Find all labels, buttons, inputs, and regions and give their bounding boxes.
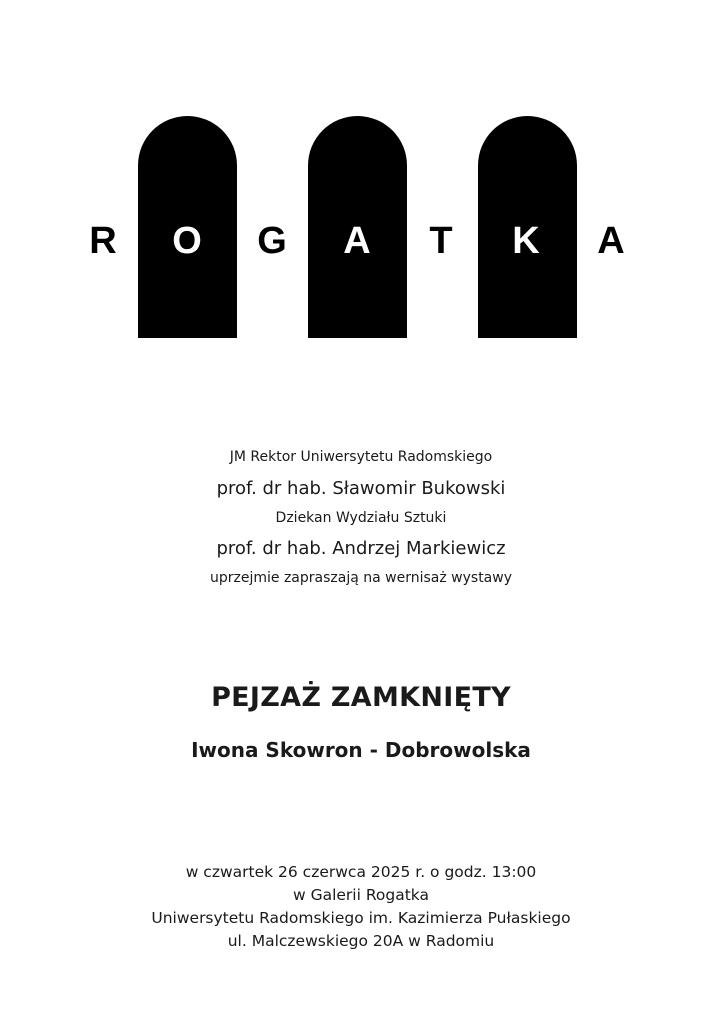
exhibition-title: PEJZAŻ ZAMKNIĘTY: [211, 682, 511, 713]
artist-name: Iwona Skowron - Dobrowolska: [191, 738, 531, 762]
dean-title: Dziekan Wydziału Sztuki: [275, 510, 447, 526]
logo-letter-k: K: [512, 220, 540, 262]
logo-letter-t: T: [429, 220, 453, 262]
logo-letter-o: O: [172, 220, 202, 262]
rector-title: JM Rektor Uniwersytetu Radomskiego: [229, 449, 493, 465]
event-date: w czwartek 26 czerwca 2025 r. o godz. 13:00: [185, 863, 537, 881]
event-address: ul. Malczewskiego 20A w Radomiu: [227, 932, 495, 950]
dean-name: prof. dr hab. Andrzej Markiewicz: [216, 538, 506, 559]
event-university: Uniwersytetu Radomskiego im. Kazimierza Pułaskiego: [151, 909, 571, 927]
rogatka-logo: [0, 0, 722, 360]
invitation-text: uprzejmie zapraszają na wernisaż wystawy: [210, 570, 512, 586]
logo-letter-r: R: [89, 220, 117, 262]
logo-letter-a2: A: [597, 220, 625, 262]
rector-name: prof. dr hab. Sławomir Bukowski: [216, 478, 506, 499]
logo-letter-a: A: [343, 220, 371, 262]
logo-letter-g: G: [257, 220, 287, 262]
event-venue: w Galerii Rogatka: [292, 886, 430, 904]
